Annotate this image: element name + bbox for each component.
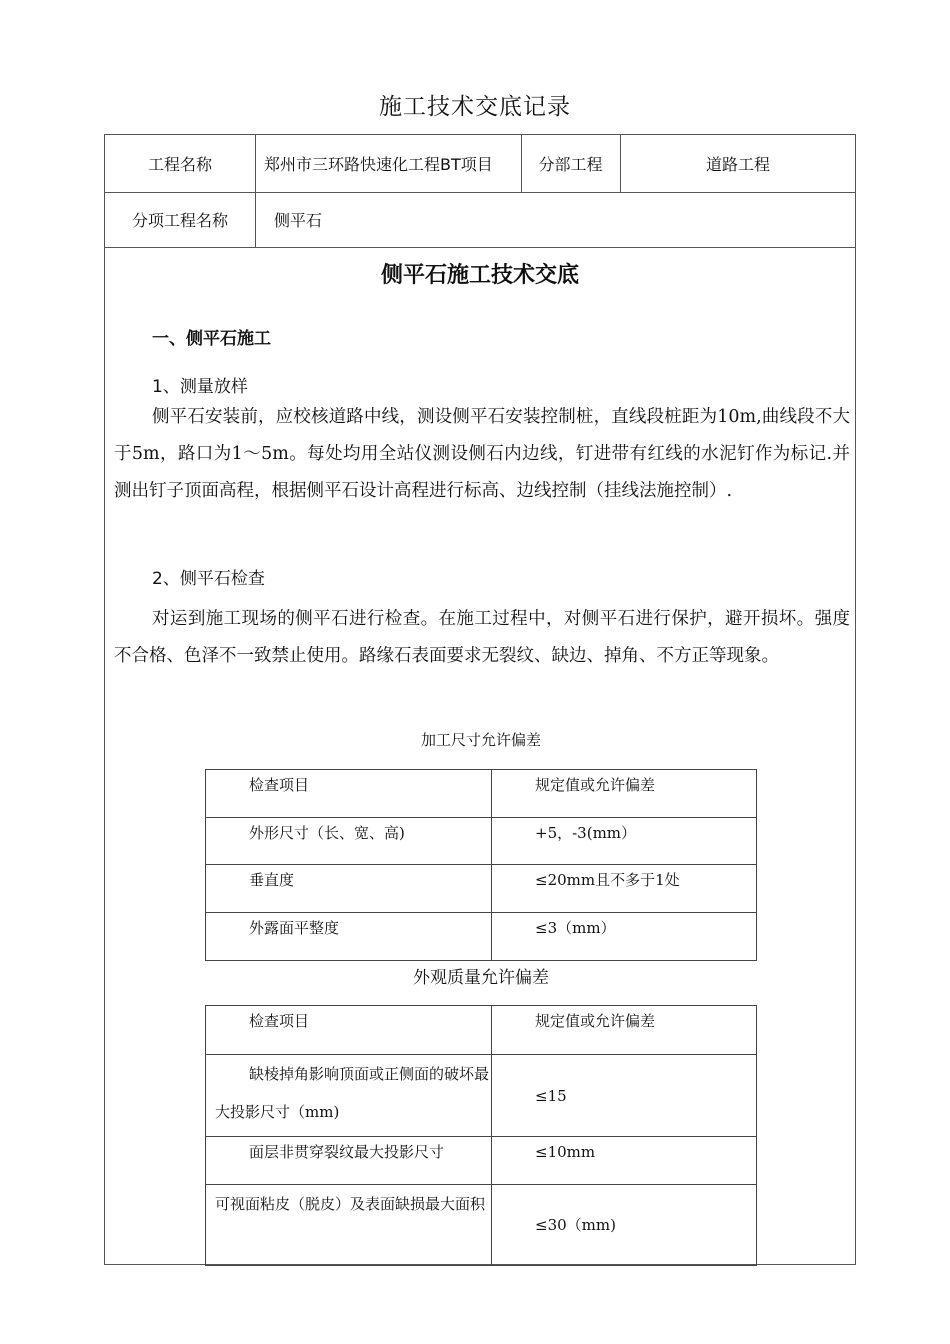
table-row	[206, 913, 757, 961]
subitem-label: 分项工程名称	[131, 211, 228, 230]
header-bottom-divider	[104, 247, 856, 248]
appearance-tolerance-table	[205, 1005, 757, 1266]
dimension-tolerance-table	[205, 769, 757, 961]
table-cell: ≤20mm且不多于1处	[492, 865, 757, 913]
table-cell: 可视面粘皮（脱皮）及表面缺损最大面积	[206, 1185, 492, 1266]
table-cell: 外形尺寸（长、宽、高)	[206, 818, 492, 865]
content-title: 侧平石施工技术交底	[380, 263, 579, 288]
table-cell: +5，-3(mm）	[492, 818, 757, 865]
table-header-cell: 规定值或允许偏差	[492, 1006, 757, 1055]
table-header-cell: 规定值或允许偏差	[492, 770, 757, 818]
survey-heading: 1、测量放样	[152, 377, 248, 397]
table-header-row	[206, 1006, 757, 1055]
section-heading: 一、侧平石施工	[152, 329, 271, 349]
table-row	[206, 1137, 757, 1185]
table-header-cell: 检查项目	[206, 1006, 492, 1055]
subitem-value: 侧平石	[274, 211, 323, 230]
survey-paragraph: 侧平石安装前，应校核道路中线，测设侧平石安装控制桩，直线段桩距为10m,曲线段不大于5m，路口为1～5m。每处均用全站仪测设侧石内边线，钉进带有红线的水泥钉作为标记.并测出钉子顶面高程，根据侧平石设计高程进行标高、边线控制（挂线法施控制）.	[114, 407, 850, 501]
table-header-row	[206, 770, 757, 818]
table-cell: 面层非贯穿裂纹最大投影尺寸	[206, 1137, 492, 1185]
table-cell: ≤15	[492, 1055, 757, 1137]
project-name-label: 工程名称	[147, 154, 212, 174]
table-header-cell: 检查项目	[206, 770, 492, 818]
table-cell: 外露面平整度	[206, 913, 492, 961]
table-cell: 垂直度	[206, 865, 492, 913]
table1-caption: 加工尺寸允许偏差	[420, 731, 541, 749]
table-row	[206, 865, 757, 913]
table-cell: ≤10mm	[492, 1137, 757, 1185]
table-cell: ≤30（mm)	[492, 1185, 757, 1266]
table-cell: 缺棱掉角影响顶面或正侧面的破坏最大投影尺寸（mm)	[206, 1055, 492, 1137]
inspection-paragraph: 对运到施工现场的侧平石进行检查。在施工过程中，对侧平石进行保护，避开损坏。强度不合格、色泽不一致禁止使用。路缘石表面要求无裂纹、缺边、掉角、不方正等现象。	[114, 609, 850, 666]
division-label: 分部工程	[538, 154, 603, 174]
project-name-value: 郑州市三环路快速化工程BT项目	[264, 154, 493, 174]
division-value: 道路工程	[705, 154, 770, 174]
document-title: 施工技术交底记录	[379, 94, 571, 120]
inspection-heading: 2、侧平石检查	[152, 569, 265, 589]
table-row	[206, 1185, 757, 1266]
table-row	[206, 818, 757, 865]
table-cell: ≤3（mm）	[492, 913, 757, 961]
table-row	[206, 1055, 757, 1137]
table2-caption: 外观质量允许偏差	[413, 968, 549, 988]
